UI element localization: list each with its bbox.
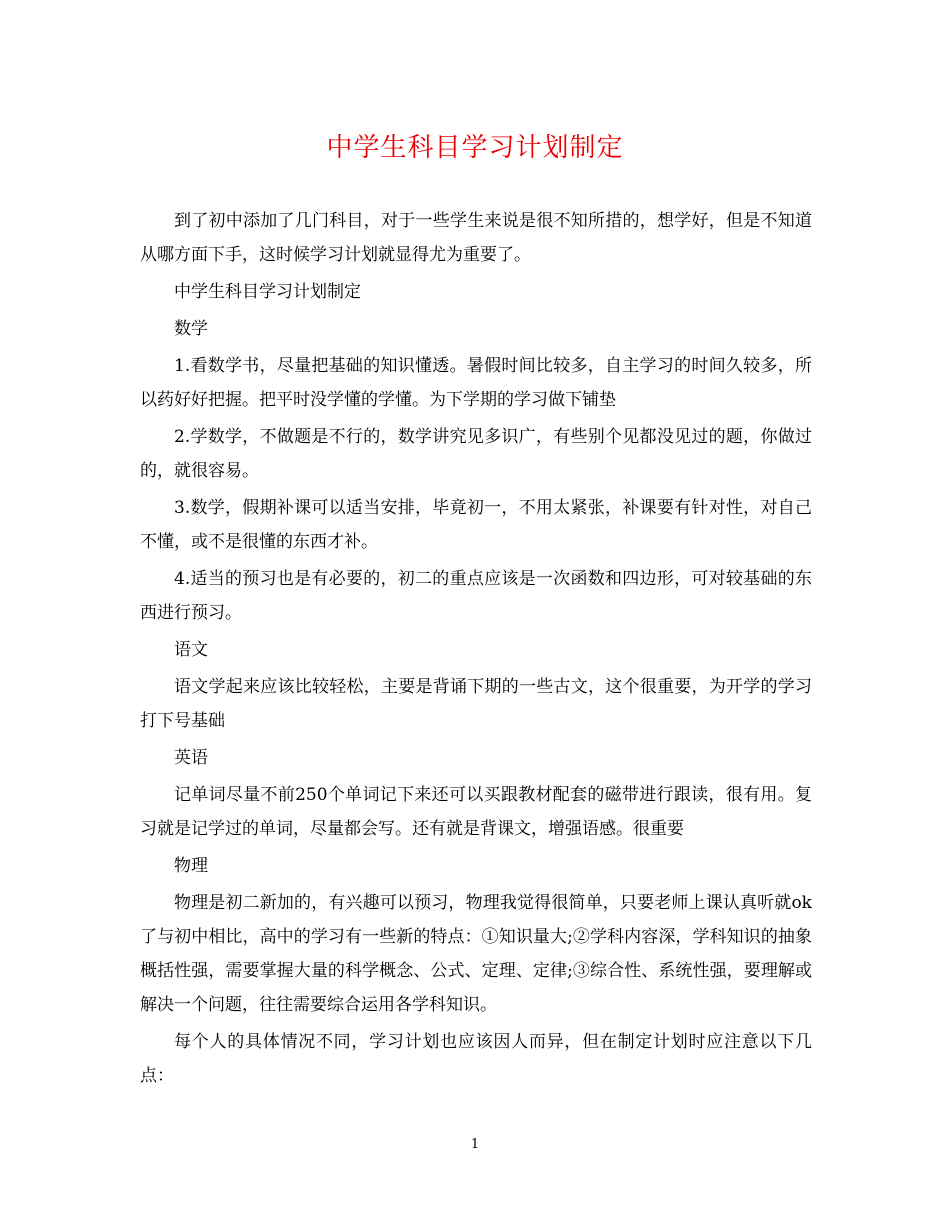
paragraph-subheading: 中学生科目学习计划制定 bbox=[174, 282, 361, 302]
section-heading-physics: 物理 bbox=[174, 856, 208, 876]
section-heading-chinese: 语文 bbox=[174, 640, 208, 660]
document-title: 中学生科目学习计划制定 bbox=[326, 133, 624, 163]
paragraph-conclusion: 每个人的具体情况不同，学习计划也应该因人而异，但在制定计划时应注意以下几点： bbox=[140, 1032, 812, 1086]
paragraph-math-1: 1.看数学书，尽量把基础的知识懂透。暑假时间比较多，自主学习的时间久较多，所以药好好把握。把平时没学懂的学懂。为下学期的学习做下铺垫 bbox=[140, 356, 812, 410]
paragraph-intro: 到了初中添加了几门科目，对于一些学生来说是很不知所措的，想学好，但是不知道从哪方面下手，这时候学习计划就显得尤为重要了。 bbox=[140, 211, 812, 265]
paragraph-math-3: 3.数学，假期补课可以适当安排，毕竟初一，不用太紧张，补课要有针对性，对自己不懂，或不是很懂的东西才补。 bbox=[140, 498, 812, 552]
page-number: 1 bbox=[470, 1137, 480, 1152]
paragraph-chinese: 语文学起来应该比较轻松，主要是背诵下期的一些古文，这个很重要，为开学的学习打下号基础 bbox=[140, 677, 812, 731]
paragraph-english: 记单词尽量不前250个单词记下来还可以买跟教材配套的磁带进行跟读，很有用。复习就是记学过的单词，尽量都会写。还有就是背课文，增强语感。很重要 bbox=[140, 785, 812, 839]
document-body bbox=[140, 204, 812, 1096]
section-heading-english: 英语 bbox=[174, 748, 208, 768]
section-heading-math: 数学 bbox=[174, 319, 208, 339]
paragraph-physics: 物理是初二新加的，有兴趣可以预习，物理我觉得很简单，只要老师上课认真听就ok了与初中相比，高中的学习有一些新的特点：①知识量大;②学科内容深，学科知识的抽象概括性强，需要掌握大量的科学概念、公式、定理、定律;③综合性、系统性强，要理解或解决一个问题，往往需要综合运用各学科知识。 bbox=[140, 893, 812, 1015]
paragraph-math-2: 2.学数学，不做题是不行的，数学讲究见多识广，有些别个见都没见过的题，你做过的，就很容易。 bbox=[140, 427, 812, 481]
paragraph-math-4: 4.适当的预习也是有必要的，初二的重点应该是一次函数和四边形，可对较基础的东西进行预习。 bbox=[140, 569, 812, 623]
